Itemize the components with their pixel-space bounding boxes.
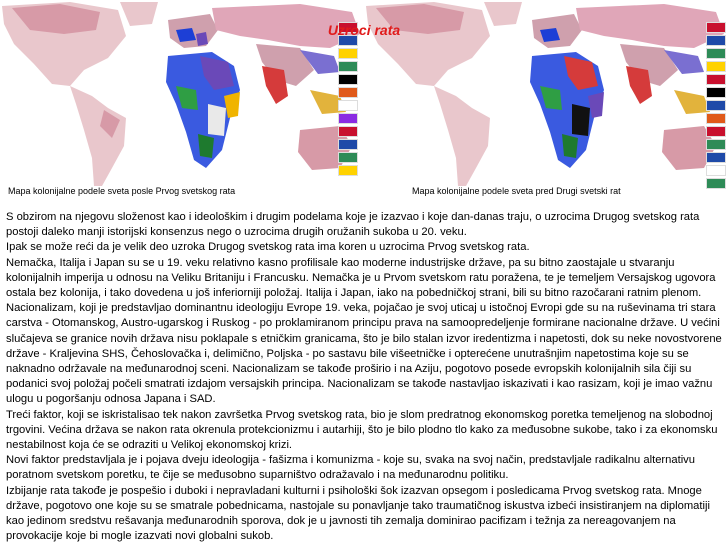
paragraph: Ipak se može reći da je velik deo uzroka Drugog svetskog rata ima koren u uzrocima Prvog svetskog rata. bbox=[6, 241, 530, 254]
flag-swatch bbox=[706, 48, 726, 59]
flag-swatch bbox=[706, 100, 726, 111]
flag-column-left bbox=[338, 22, 360, 178]
flag-swatch bbox=[338, 87, 358, 98]
map-caption-left: Mapa kolonijalne podele sveta posle Prvog svetskog rata bbox=[8, 186, 236, 196]
flag-swatch bbox=[706, 113, 726, 124]
flag-swatch bbox=[338, 139, 358, 150]
map-caption-right: Mapa kolonijalne podele sveta pred Drugi svetski rat bbox=[412, 186, 621, 196]
flag-swatch bbox=[338, 165, 358, 176]
maps-area bbox=[0, 0, 728, 205]
paragraph: Nemačka, Italija i Japan su se u 19. veku relativno kasno profilisale kao moderne industrijske države, pa su bitno zaostajale u stvaranju kolonijalnih imperija u odnosu na Veliku Britaniju i Francusku. Nemačka je u Prvom svetskom ratu poražena, te je temeljem Versajskog ugovora ostala bez kolonija, i tako dovedena u još inferiorniji položaj. Italija i Japan, iako na pobedničkoj strani, bili su bitno razočarani ratnim plenom. bbox=[6, 256, 716, 300]
flag-swatch bbox=[706, 165, 726, 176]
body-text bbox=[6, 210, 722, 544]
flag-swatch bbox=[338, 61, 358, 72]
flag-swatch bbox=[706, 126, 726, 137]
paragraph: Treći faktor, koji se iskristalisao tek nakon završetka Prvog svetskog rata, bio je slom predratnog ekonomskog poretka temeljenog na slobodnoj trgovini. Većina država se nakon rata okrenula protekcionizmu i autarhiji, što je bilo plodno tlo kako za međusobne sukobe, tako i za ekonomsku nestabilnost koja će se odraziti u Velikoj ekonomskoj krizi. bbox=[6, 408, 718, 452]
page-title: Uzroci rata bbox=[327, 22, 401, 38]
paragraph: S obzirom na njegovu složenost kao i ideološkim i drugim podelama koje je izazvao i koje dan-danas traju, o uzrocima Drugog svetskog rata postoji daleko manji istorijski konsenzus nego o uzrocima drugih oružanih sukoba u 20. veku. bbox=[6, 211, 700, 239]
flag-swatch bbox=[706, 139, 726, 150]
flag-swatch bbox=[706, 87, 726, 98]
paragraph: Izbijanje rata takođe je pospešio i duboki i nepravladani kulturni i psihološki šok izazvan opsegom i posledicama Prvog svetskog rata. Mnoge države, pogotovo one koje su se smatrale pobednicama, nastojale su ponavljanje tako traumatičnog iskustva izbeći insistiranjem na diplomatiji kao jedinom sredstvu rešavanja međunarodnih sporova, dok je u javnosti tih zemalja dominirao pacifizam i težnja za nereagovanjem na provokacije koje bi mogle izazvati novi globalni sukob. bbox=[6, 484, 710, 543]
flag-swatch bbox=[338, 74, 358, 85]
flag-swatch bbox=[338, 113, 358, 124]
flag-swatch bbox=[706, 61, 726, 72]
flag-swatch bbox=[338, 48, 358, 59]
paragraph: Novi faktor predstavljala je i pojava dveju ideologija - fašizma i komunizma - koje su, svaka na svoj način, predstavljale radikalnu alternativu poratnom svetskom poretku, te čije se međusobno suparništvo odražavalo i na međunarodnu politiku. bbox=[6, 454, 695, 482]
flag-swatch bbox=[338, 152, 358, 163]
flag-swatch bbox=[338, 126, 358, 137]
flag-swatch bbox=[706, 74, 726, 85]
flag-swatch bbox=[706, 152, 726, 163]
paragraph: Nacionalizam, koji je predstavljao dominantnu ideologiju Evrope 19. veka, pojačao je svoj uticaj u istočnoj Evropi gde su na ruševinama tri stara carstva - Otomanskog, Austro-ugarskog i Ruskog - po proklamiranom principu prava na samoopredeljenje formirane nacionalne države. U većini slučajeva se granice novih država nisu poklapale s etničkim granicama, što je bilo stalan izvor iredentizma i napetosti, dok su neke novostvorene države - Kraljevina SHS, Čehoslovačka i, delimično, Poljska - po sastavu bile višeetničke i opterećene unutrašnjim napetostima koje su se naknadno održavale na međunarodnoj sceni. Nacionalizam se takođe proširio i na Aziju, pogotovo posede evropskih kolonijalnih sila čiji su podanici svoj položaj počeli smatrati izdajom versajskih principa. Nacionalizam se takođe nastavljao iskazivati i kao rasizam, koji je imao važnu ulogu u pogoršanju odnosa Japana i SAD. bbox=[6, 302, 722, 406]
flag-swatch bbox=[338, 100, 358, 111]
flag-swatch bbox=[706, 178, 726, 189]
flag-column-right bbox=[706, 22, 728, 191]
